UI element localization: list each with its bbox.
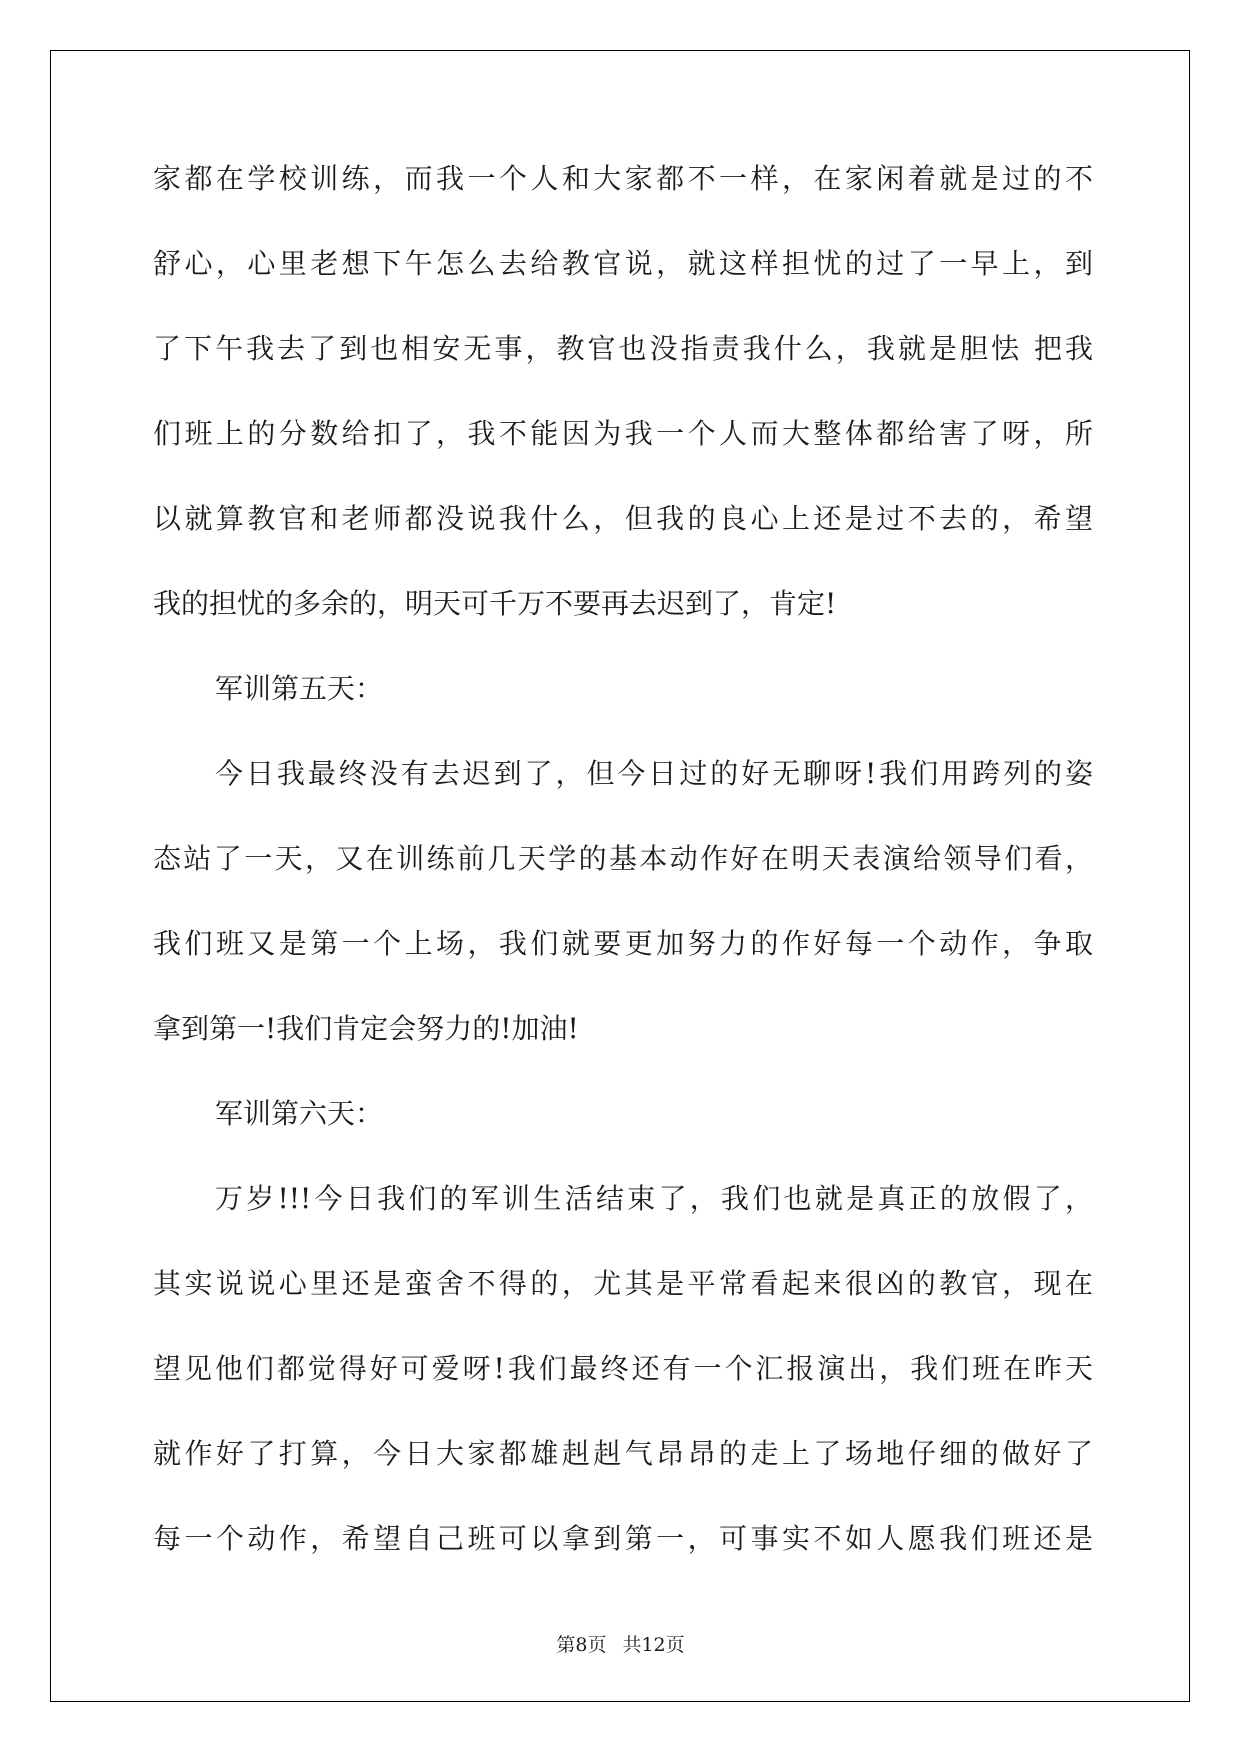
section-heading: 军训第六天：: [215, 1097, 384, 1130]
text-line: 们班上的分数给扣了，我不能因为我一个人而大整体都给害了呀，所: [153, 417, 1093, 450]
text-line: 万岁!!!今日我们的军训生活结束了，我们也就是真正的放假了，: [215, 1182, 1093, 1215]
text-line: 拿到第一!我们肯定会努力的!加油!: [153, 1012, 579, 1045]
text-line: 了下午我去了到也相安无事，教官也没指责我什么，我就是胆怯 把我: [153, 332, 1093, 365]
document-body: [153, 162, 1093, 1610]
text-line: 态站了一天，又在训练前几天学的基本动作好在明天表演给领导们看，: [153, 842, 1093, 875]
text-line: 望见他们都觉得好可爱呀!我们最终还有一个汇报演出，我们班在昨天: [153, 1352, 1093, 1385]
text-line: 舒心，心里老想下午怎么去给教官说，就这样担忧的过了一早上，到: [153, 247, 1093, 280]
page-total: 共12页: [622, 1634, 685, 1656]
text-line: 今日我最终没有去迟到了，但今日过的好无聊呀!我们用跨列的姿: [215, 757, 1093, 790]
text-line: 我的担忧的多余的，明天可千万不要再去迟到了，肯定!: [153, 587, 837, 620]
text-line: 其实说说心里还是蛮舍不得的，尤其是平常看起来很凶的教官，现在: [153, 1267, 1093, 1300]
text-line: 以就算教官和老师都没说我什么，但我的良心上还是过不去的，希望: [153, 502, 1093, 535]
page-footer: [0, 1630, 1241, 1657]
text-line: 我们班又是第一个上场，我们就要更加努力的作好每一个动作，争取: [153, 927, 1093, 960]
text-line: 每一个动作，希望自己班可以拿到第一，可事实不如人愿我们班还是: [153, 1522, 1093, 1555]
text-line: 家都在学校训练，而我一个人和大家都不一样，在家闲着就是过的不: [153, 162, 1093, 195]
text-line: 就作好了打算，今日大家都雄赳赳气昂昂的走上了场地仔细的做好了: [153, 1437, 1093, 1470]
section-heading: 军训第五天：: [215, 672, 384, 705]
page-number: 第8页: [556, 1634, 607, 1656]
